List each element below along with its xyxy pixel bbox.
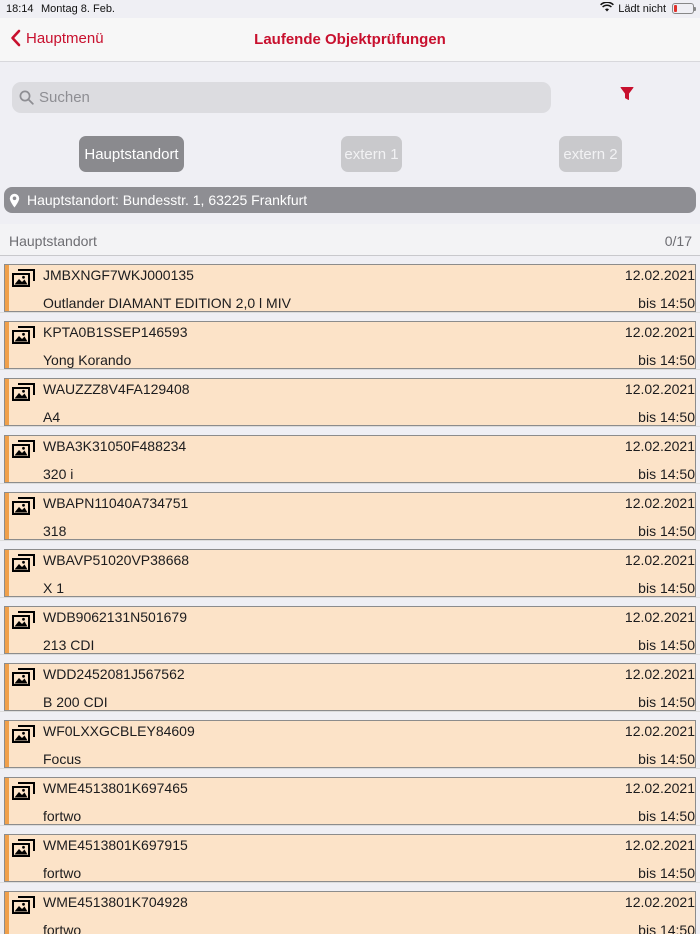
item-date: 12.02.2021 xyxy=(624,666,695,682)
item-model: X 1 xyxy=(43,580,65,596)
item-model: A4 xyxy=(43,409,61,425)
inspection-card xyxy=(4,378,696,426)
navigation-bar xyxy=(0,18,700,62)
status-time: 18:14 xyxy=(6,3,34,15)
status-stripe xyxy=(5,721,9,767)
filter-button[interactable] xyxy=(620,86,634,106)
inspection-card xyxy=(4,663,696,711)
item-date: 12.02.2021 xyxy=(624,552,695,568)
item-date: 12.02.2021 xyxy=(624,267,695,283)
list-item[interactable] xyxy=(0,769,700,826)
list-item[interactable] xyxy=(0,883,700,934)
status-stripe xyxy=(5,607,9,653)
inspection-card xyxy=(4,549,696,597)
search-input[interactable] xyxy=(12,82,551,113)
inspection-card xyxy=(4,891,696,934)
inspection-card xyxy=(4,321,696,369)
item-vin: WME4513801K697465 xyxy=(43,780,188,796)
section-title: Hauptstandort xyxy=(9,233,97,249)
gallery-icon xyxy=(12,667,36,692)
item-vin: WBA3K31050F488234 xyxy=(43,438,187,454)
item-date: 12.02.2021 xyxy=(624,723,695,739)
inspection-card xyxy=(4,606,696,654)
wifi-icon xyxy=(600,2,614,15)
status-stripe xyxy=(5,892,9,934)
item-vin: WBAPN11040A734751 xyxy=(43,495,189,511)
location-text: Hauptstandort: Bundesstr. 1, 63225 Frankfurt xyxy=(27,192,308,208)
list-item[interactable] xyxy=(0,541,700,598)
item-model: Yong Korando xyxy=(43,352,132,368)
item-time: bis 14:50 xyxy=(638,694,695,710)
item-vin: WAUZZZ8V4FA129408 xyxy=(43,381,190,397)
location-bar xyxy=(4,187,696,213)
item-date: 12.02.2021 xyxy=(624,609,695,625)
item-model: fortwo xyxy=(43,922,82,934)
status-stripe xyxy=(5,436,9,482)
location-pin-icon xyxy=(9,193,20,208)
item-model: 318 xyxy=(43,523,67,539)
item-model: fortwo xyxy=(43,808,82,824)
gallery-icon xyxy=(12,895,36,920)
status-stripe xyxy=(5,664,9,710)
item-vin: WME4513801K704928 xyxy=(43,894,188,910)
search-icon xyxy=(19,90,34,105)
list-item[interactable] xyxy=(0,826,700,883)
status-stripe xyxy=(5,550,9,596)
item-time: bis 14:50 xyxy=(638,580,695,596)
list-item[interactable] xyxy=(0,370,700,427)
item-model: 213 CDI xyxy=(43,637,95,653)
inspection-card xyxy=(4,720,696,768)
gallery-icon xyxy=(12,439,36,464)
item-time: bis 14:50 xyxy=(638,922,695,934)
inspection-card xyxy=(4,492,696,540)
gallery-icon xyxy=(12,724,36,749)
item-vin: WF0LXXGCBLEY84609 xyxy=(43,723,195,739)
status-right xyxy=(600,2,694,15)
gallery-icon xyxy=(12,382,36,407)
item-time: bis 14:50 xyxy=(638,466,695,482)
item-date: 12.02.2021 xyxy=(624,894,695,910)
list-item[interactable] xyxy=(0,484,700,541)
inspection-card xyxy=(4,777,696,825)
item-date: 12.02.2021 xyxy=(624,495,695,511)
status-stripe xyxy=(5,835,9,881)
item-time: bis 14:50 xyxy=(638,637,695,653)
segment-extern-1[interactable]: extern 1 xyxy=(341,136,402,172)
item-date: 12.02.2021 xyxy=(624,381,695,397)
item-model: Focus xyxy=(43,751,82,767)
back-button-label: Hauptmenü xyxy=(26,29,104,47)
gallery-icon xyxy=(12,781,36,806)
gallery-icon xyxy=(12,838,36,863)
status-stripe xyxy=(5,379,9,425)
filter-icon xyxy=(620,86,634,101)
item-model: B 200 CDI xyxy=(43,694,108,710)
inspection-card xyxy=(4,264,696,312)
battery-icon xyxy=(672,3,694,14)
charging-status: Lädt nicht xyxy=(618,2,666,15)
item-time: bis 14:50 xyxy=(638,409,695,425)
item-vin: KPTA0B1SSEP146593 xyxy=(43,324,188,340)
item-model: Outlander DIAMANT EDITION 2,0 l MIV xyxy=(43,295,291,311)
section-header xyxy=(0,224,700,256)
gallery-icon xyxy=(12,553,36,578)
item-model: fortwo xyxy=(43,865,82,881)
item-time: bis 14:50 xyxy=(638,865,695,881)
list-item[interactable] xyxy=(0,256,700,313)
inspection-card xyxy=(4,834,696,882)
item-model: 320 i xyxy=(43,466,74,482)
status-stripe xyxy=(5,493,9,539)
page-title: Laufende Objektprüfungen xyxy=(254,31,446,48)
item-vin: WBAVP51020VP38668 xyxy=(43,552,190,568)
item-time: bis 14:50 xyxy=(638,295,695,311)
list-item[interactable] xyxy=(0,598,700,655)
status-stripe xyxy=(5,265,9,311)
gallery-icon xyxy=(12,496,36,521)
item-date: 12.02.2021 xyxy=(624,780,695,796)
status-stripe xyxy=(5,778,9,824)
item-vin: WDB9062131N501679 xyxy=(43,609,187,625)
item-vin: WME4513801K697915 xyxy=(43,837,188,853)
list-item[interactable] xyxy=(0,655,700,712)
status-date: Montag 8. Feb. xyxy=(41,3,115,15)
section-count: 0/17 xyxy=(664,233,692,249)
item-time: bis 14:50 xyxy=(638,808,695,824)
status-stripe xyxy=(5,322,9,368)
item-vin: JMBXNGF7WKJ000135 xyxy=(43,267,194,283)
item-date: 12.02.2021 xyxy=(624,438,695,454)
inspection-card xyxy=(4,435,696,483)
item-date: 12.02.2021 xyxy=(624,837,695,853)
item-date: 12.02.2021 xyxy=(624,324,695,340)
gallery-icon xyxy=(12,268,36,293)
list-item[interactable] xyxy=(0,313,700,370)
item-time: bis 14:50 xyxy=(638,751,695,767)
item-time: bis 14:50 xyxy=(638,523,695,539)
inspection-list xyxy=(0,256,700,934)
status-bar xyxy=(0,0,700,18)
segment-extern-2[interactable]: extern 2 xyxy=(559,136,622,172)
list-item[interactable] xyxy=(0,712,700,769)
gallery-icon xyxy=(12,325,36,350)
item-vin: WDD2452081J567562 xyxy=(43,666,185,682)
gallery-icon xyxy=(12,610,36,635)
search-placeholder: Suchen xyxy=(39,89,90,106)
segment-hauptstandort[interactable]: Hauptstandort xyxy=(79,136,184,172)
list-item[interactable] xyxy=(0,427,700,484)
item-time: bis 14:50 xyxy=(638,352,695,368)
